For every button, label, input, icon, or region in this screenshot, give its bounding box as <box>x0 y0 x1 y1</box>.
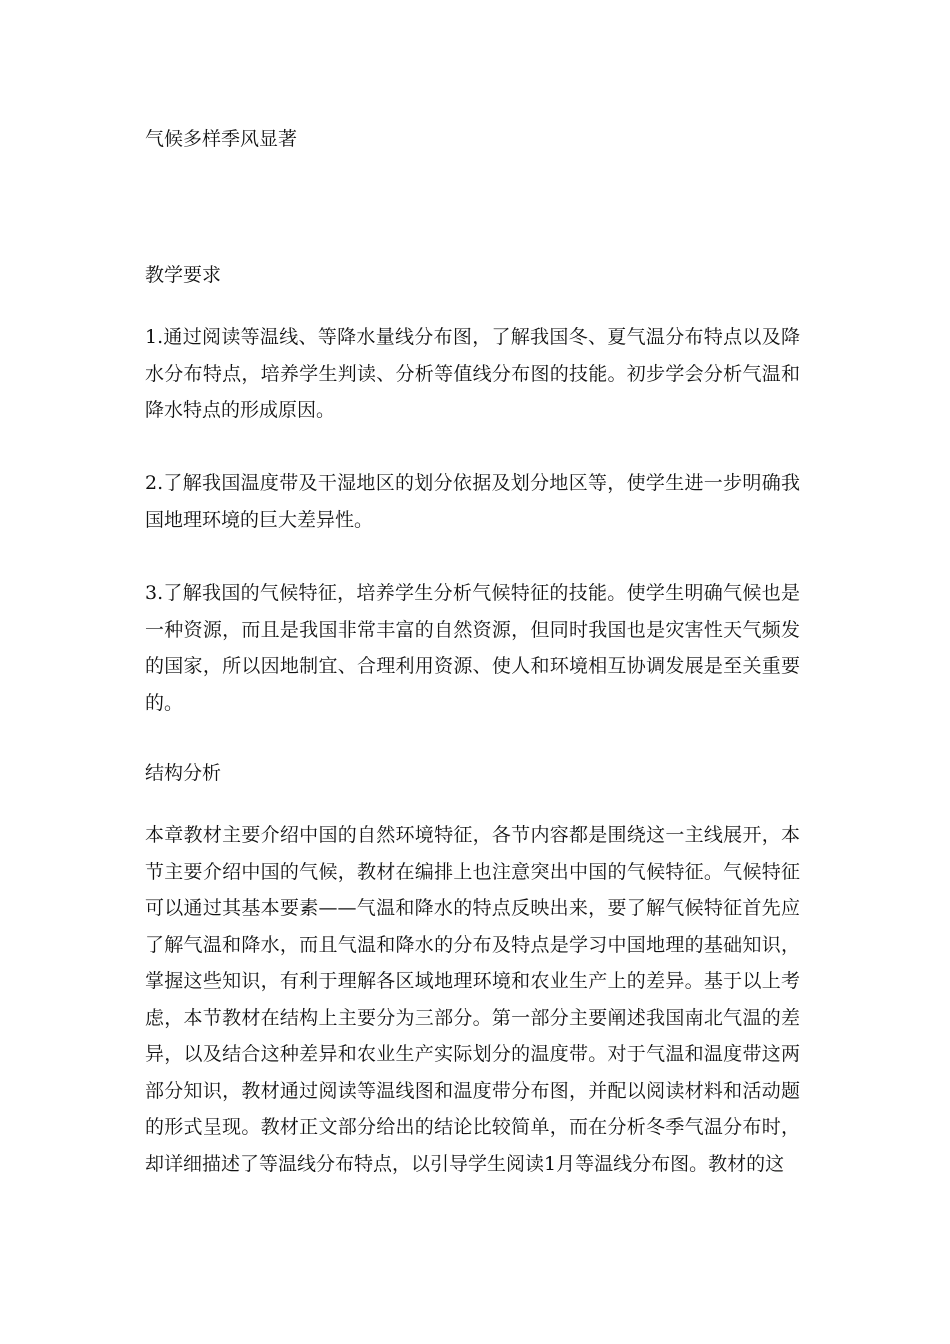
document-title: 气候多样季风显著 <box>145 128 298 150</box>
section-heading-structure-analysis: 结构分析 <box>145 762 222 784</box>
requirement-paragraph-3: 3.了解我国的气候特征，培养学生分析气候特征的技能。使学生明确气候也是一种资源，而且是我国非常丰富的自然资源，但同时我国也是灾害性天气频发的国家，所以因地制宜、合理利用资源、使人和环境相互协调发展是至关重要的。 <box>145 582 800 714</box>
structure-paragraph-1: 本章教材主要介绍中国的自然环境特征，各节内容都是围绕这一主线展开，本节主要介绍中国的气候，教材在编排上也注意突出中国的气候特征。气候特征可以通过其基本要素——气温和降水的特点反映出来，要了解气候特征首先应了解气温和降水，而且气温和降水的分布及特点是学习中国地理的基础知识，掌握这些知识，有利于理解各区域地理环境和农业生产上的差异。基于以上考虑，本节教材在结构上主要分为三部分。第一部分主要阐述我国南北气温的差异，以及结合这种差异和农业生产实际划分的温度带。对于气温和温度带这两部分知识，教材通过阅读等温线图和温度带分布图，并配以阅读材料和活动题的形式呈现。教材正文部分给出的结论比较简单，而在分析冬季气温分布时，却详细描述了等温线分布特点，以引导学生阅读1月等温线分布图。教材的这 <box>145 824 800 1175</box>
requirement-paragraph-2: 2.了解我国温度带及干湿地区的划分依据及划分地区等，使学生进一步明确我国地理环境的巨大差异性。 <box>145 472 800 531</box>
section-heading-teaching-requirements: 教学要求 <box>145 264 222 286</box>
requirement-paragraph-1: 1.通过阅读等温线、等降水量线分布图，了解我国冬、夏气温分布特点以及降水分布特点，培养学生判读、分析等值线分布图的技能。初步学会分析气温和降水特点的形成原因。 <box>145 326 800 421</box>
